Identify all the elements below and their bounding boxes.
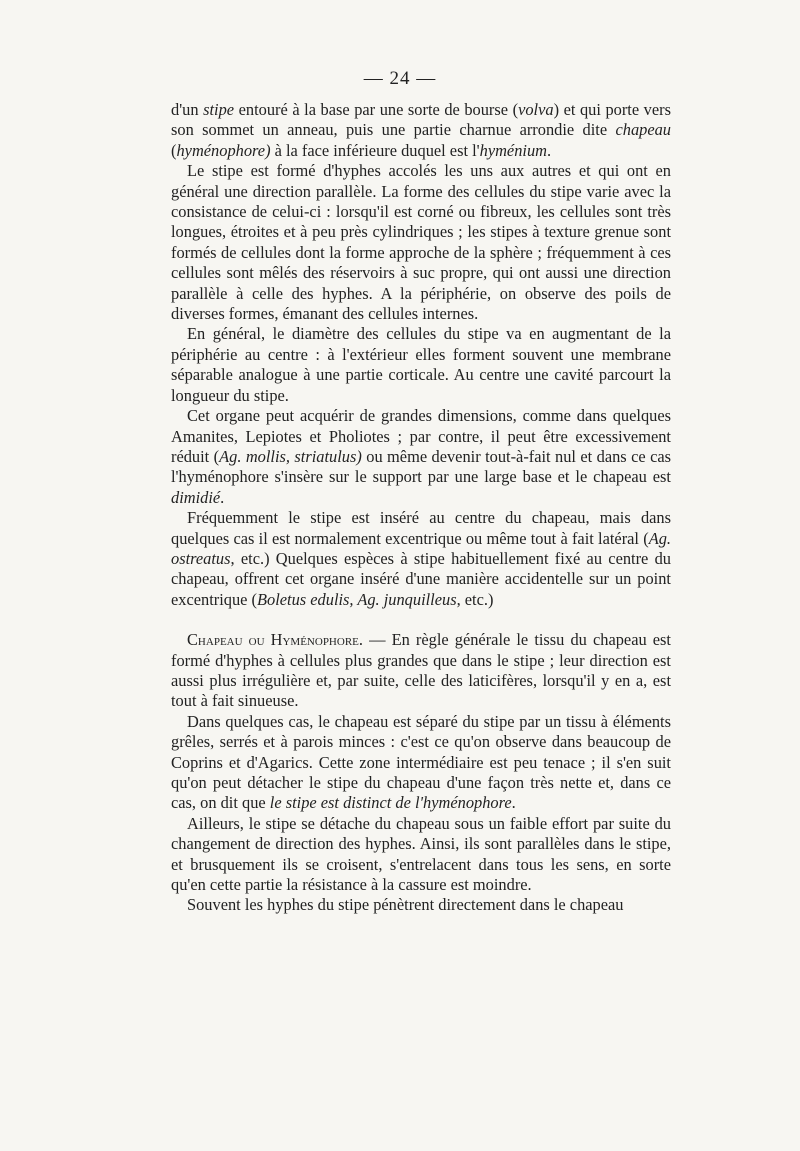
paragraph-1: d'un stipe entouré à la base par une sorte de bourse (volva) et qui porte vers son sommet un anneau, puis une partie charnue arrondie dite chapeau (hyménophore) à la face inférieure duquel est l'hyménium. bbox=[171, 100, 671, 160]
paragraph-7: Dans quelques cas, le chapeau est séparé du stipe par un tissu à éléments grêles, serrés et à parois minces : c'est ce qu'on observe dans beaucoup de Coprins et d'Agarics. Cette zone intermédiaire est peu tenace ; il s'en suit qu'on peut détacher le stipe du chapeau d'une façon très nette et, dans ce cas, on dit que le stipe est distinct de l'hyménophore. bbox=[171, 711, 671, 813]
paragraph-9: Souvent les hyphes du stipe pénètrent directement dans le chapeau bbox=[187, 895, 624, 915]
section-heading: Chapeau ou Hyménophore. bbox=[187, 630, 363, 650]
paragraph-4: Cet organe peut acquérir de grandes dimensions, comme dans quelques Amanites, Lepiotes et Pholiotes ; par contre, il peut être excessivement réduit (Ag. mollis, striatulus) ou même devenir tout-à-fait nul et dans ce cas l'hyménophore s'insère sur le support par une large base et le chapeau est dimidié. bbox=[171, 406, 671, 507]
paragraph-8: Ailleurs, le stipe se détache du chapeau sous un faible effort par suite du changement de direction des hyphes. Ainsi, ils sont parallèles dans le stipe, et brusquement ils se croisent, s'entrelacent dans tous les sens, en sorte qu'en cette partie la résistance à la cassure est moindre. bbox=[171, 813, 671, 895]
paragraph-2: Le stipe est formé d'hyphes accolés les uns aux autres et qui ont en général une direction parallèle. La forme des cellules du stipe varie avec la consistance de celui-ci : lorsqu'il est corné ou fibreux, les cellules sont très longues, étroites et à peu près cylindriques ; les stipes à texture grenue sont formés de cellules dont la forme approche de la sphère ; fréquemment à ces cellules sont mêlés des réservoirs à suc propre, qui ont aussi une direction parallèle à celle des hyphes. A la périphérie, on observe des poils de diverses formes, émanant des cellules internes. bbox=[171, 161, 671, 324]
paragraph-5: Fréquemment le stipe est inséré au centre du chapeau, mais dans quelques cas il est normalement excentrique ou même tout à fait latéral (Ag. ostreatus, etc.) Quelques espèces à stipe habituellement fixé au centre du chapeau, offrent cet organe inséré d'une manière accidentelle sur un point excentrique (Boletus edulis, Ag. junquilleus, etc.) bbox=[171, 508, 671, 609]
paragraph-3: En général, le diamètre des cellules du stipe va en augmentant de la périphérie au centre : à l'extérieur elles forment souvent une membrane séparable analogue à une partie corticale. Au centre une cavité parcourt la longueur du stipe. bbox=[171, 324, 671, 405]
section-chapeau: Chapeau ou Hyménophore. — En règle générale le tissu du chapeau est formé d'hyphes à cellules plus grandes que dans le stipe ; leur direction est aussi plus irrégulière et, par suite, celle des laticifères, lorsqu'il y en a, est tout à fait sinueuse. bbox=[171, 630, 671, 711]
body-text bbox=[171, 100, 671, 916]
page-number: — 24 — bbox=[363, 68, 437, 89]
